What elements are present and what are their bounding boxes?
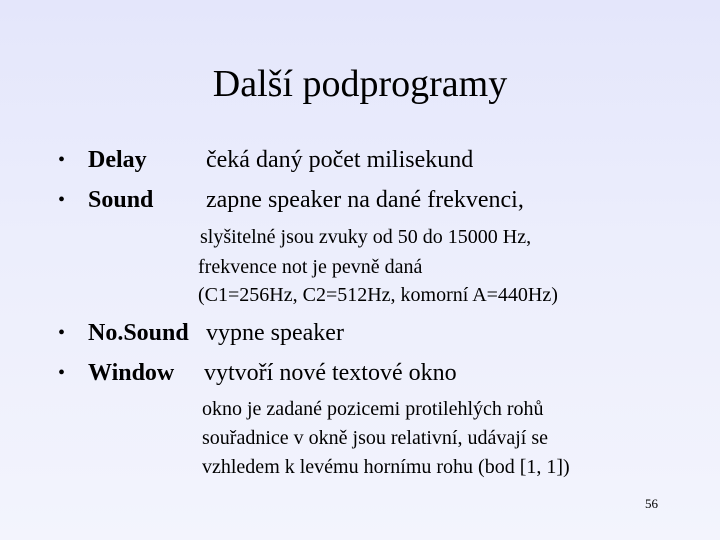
sound-note-3: (C1=256Hz, C2=512Hz, komorní A=440Hz)	[198, 284, 558, 306]
page-number: 56	[645, 496, 658, 511]
window-note-1: okno je zadané pozicemi protilehlých rohů	[202, 398, 544, 420]
slide-title: Další podprogramy	[212, 63, 508, 105]
window-note-3: vzhledem k levému hornímu rohu (bod [1, 1])	[202, 456, 570, 478]
description-window: vytvoří nové textové okno	[204, 360, 457, 386]
description-delay: čeká daný počet milisekund	[206, 147, 474, 173]
term-sound: Sound	[88, 187, 154, 213]
sound-note-1: slyšitelné jsou zvuky od 50 do 15000 Hz,	[200, 226, 532, 248]
bullet-nosound: •	[58, 322, 66, 344]
bullet-window: •	[58, 362, 66, 384]
term-window: Window	[88, 360, 175, 386]
description-sound: zapne speaker na dané frekvenci,	[206, 187, 524, 213]
sound-note-2: frekvence not je pevně daná	[198, 256, 423, 278]
term-delay: Delay	[88, 147, 147, 173]
bullet-delay: •	[58, 149, 66, 171]
bullet-sound: •	[58, 189, 66, 211]
description-nosound: vypne speaker	[206, 320, 344, 346]
window-note-2: souřadnice v okně jsou relativní, udávají se	[202, 427, 549, 449]
term-nosound: No.Sound	[88, 320, 189, 346]
